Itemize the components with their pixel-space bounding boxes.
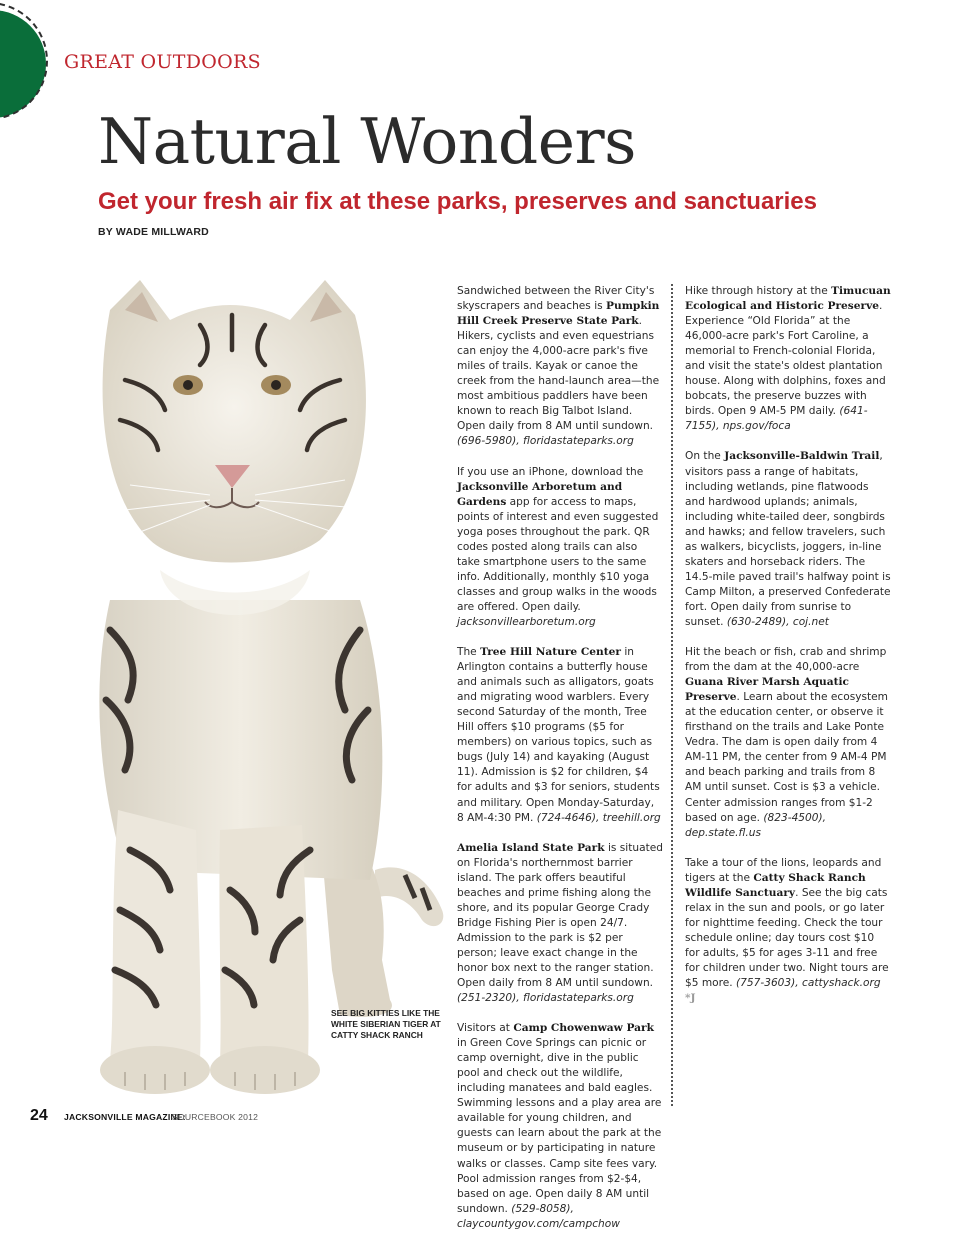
text: . Hikers, cyclists and even equestrians can enjoy the 4,000-acre park's five miles of trails. Kayak or canoe the creek from the hand-launch area—the most ambitious paddlers have been known to reach Big Talbot Island. Open daily from 8 AM until sundown. <box>457 315 660 433</box>
text: in Arlington contains a butterfly house and animals such as alligators, goats and migrating wood warblers. Every second Saturday of the month, Tree Hill offers $10 programs ($5 for members) on various topics, such as bugs (July 14) and kayaking (August 11). Admission is $2 for children, $4 for adults and $3 for seniors, students and military. Open Monday-Saturday, 8 AM-4:30 PM. <box>457 646 660 824</box>
column-divider <box>671 284 673 1106</box>
section-label: GREAT OUTDOORS <box>64 51 261 73</box>
paragraph-catty-shack <box>685 856 891 1006</box>
text: Hit the beach or fish, crab and shrimp from the dam at the 40,000-acre <box>685 646 887 674</box>
contact-info: (251-2320), floridastateparks.org <box>457 992 634 1005</box>
paragraph-camp-chowenwaw <box>457 1021 663 1232</box>
place-name: Jacksonville Arboretum and Gardens <box>457 480 623 508</box>
white-tiger-photo <box>70 270 460 1100</box>
contact-info: (696-5980), floridastateparks.org <box>457 435 634 448</box>
text: in Green Cove Springs can picnic or camp overnight, dive in the public pool and check out the wildlife, including manatees and bald eagles. Swimming lessons and a play area are available for young children, and guests can learn about the park at the museum or by participating in nature walks or classes. Camp site fees vary. Pool admission ranges from $2-$4, based on age. Open daily 8 AM until sundown. <box>457 1037 662 1215</box>
contact-info: jacksonvillearboretum.org <box>457 615 596 628</box>
place-name: Amelia Island State Park <box>457 841 605 854</box>
contact-info: (641-7155), nps.gov/foca <box>685 405 868 433</box>
text: . See the big cats relax in the sun and pools, or go later for nighttime feeding. Check the tour schedule online; day tours cost $10 for adults, $5 for ages 3-11 and free for children under two. Night tours are $5 more. <box>685 886 889 990</box>
paragraph-guana-river <box>685 645 891 841</box>
text: . Learn about the ecosystem at the education center, or observe it firsthand on the trails and Lake Ponte Vedra. The dam is open daily from 4 AM-11 PM, the center from 9 AM-4 PM and beach parking and trails from 8 AM until sunset. Cost is $3 a vehicle. Center admission ranges from $1-2 based on age. <box>685 691 888 824</box>
place-name: Catty Shack Ranch Wildlife Sanctuary <box>685 871 866 899</box>
place-name: Jacksonville-Baldwin Trail <box>724 450 880 463</box>
end-mark: *J <box>685 992 696 1005</box>
place-name: Tree Hill Nature Center <box>480 646 621 659</box>
text: If you use an iPhone, download the <box>457 465 644 478</box>
text: is situated on Florida's northernmost barrier island. The park offers beautiful beaches and prime fishing along the shore, and its popular George Crady Bridge Fishing Pier is open 24/7. Admission to the park is $2 per person; leave exact change in the honor box next to the ranger station. Open daily from 8 AM until sundown. <box>457 841 663 990</box>
magazine-name: JACKSONVILLE MAGAZINE: <box>64 1112 186 1122</box>
text: . Experience “Old Florida” at the 46,000-acre park's Fort Caroline, a memorial to French-colonial Florida, and visit the state's oldest plantation house. Along with dolphins, foxes and bobcats, the preserve buzzes with birds. Open 9 AM-5 PM daily. <box>685 300 886 418</box>
text: app for access to maps, points of interest and even suggested yoga poses throughout the park. QR codes posted along trails can also take smartphone users to the same info. Additionally, monthly $10 yoga classes and group walks in the woods are offered. Open daily. <box>457 495 659 613</box>
paragraph-timucuan <box>685 284 891 434</box>
text: , visitors pass a range of habitats, including wetlands, pine flatwoods and hardwood uplands; animals, including white-tailed deer, songbirds and hawks; and fellow travelers, such as walkers, bicyclists, joggers, in-line skaters and horseback riders. The 14.5-mile paved trail's halfway point is Camp Milton, a preserved Confederate fort. Open daily from sunrise to sunset. <box>685 450 891 628</box>
byline: BY WADE MILLWARD <box>98 226 209 238</box>
article-column-left <box>457 284 663 1247</box>
page-number: 24 <box>30 1107 48 1124</box>
contact-info: (630-2489), coj.net <box>726 615 829 628</box>
text: Visitors at <box>457 1022 514 1035</box>
paragraph-tree-hill <box>457 645 663 826</box>
corner-dashed-ring <box>0 2 48 120</box>
article-column-right <box>685 284 891 1021</box>
text: Hike through history at the <box>685 285 832 297</box>
place-name: Timucuan Ecological and Historic Preserve <box>685 285 891 313</box>
place-name: Camp Chowenwaw Park <box>513 1022 654 1035</box>
contact-info: (823-4500), dep.state.fl.us <box>685 811 827 839</box>
paragraph-arboretum <box>457 465 663 631</box>
contact-info: (757-3603), cattyshack.org <box>736 977 881 990</box>
place-name: Pumpkin Hill Creek Preserve State Park <box>457 300 660 328</box>
text: Sandwiched between the River City's skyscrapers and beaches is <box>457 285 655 313</box>
paragraph-pumpkin-hill <box>457 284 663 450</box>
page-title: Natural Wonders <box>98 105 636 178</box>
text: The <box>457 646 481 659</box>
paragraph-baldwin-trail <box>685 449 891 630</box>
issue-name: SOURCEBOOK 2012 <box>172 1112 259 1122</box>
subtitle: Get your fresh air fix at these parks, preserves and sanctuaries <box>98 188 817 215</box>
text: Take a tour of the lions, leopards and tigers at the <box>685 856 882 884</box>
contact-info: (529-8058), claycountygov.com/campchow <box>457 1202 620 1230</box>
paragraph-amelia-island <box>457 841 663 1007</box>
photo-caption: SEE BIG KITTIES LIKE THE WHITE SIBERIAN TIGER AT CATTY SHACK RANCH <box>331 1008 441 1041</box>
place-name: Guana River Marsh Aquatic Preserve <box>685 676 849 704</box>
text: On the <box>685 450 725 463</box>
contact-info: (724-4646), treehill.org <box>536 811 661 824</box>
